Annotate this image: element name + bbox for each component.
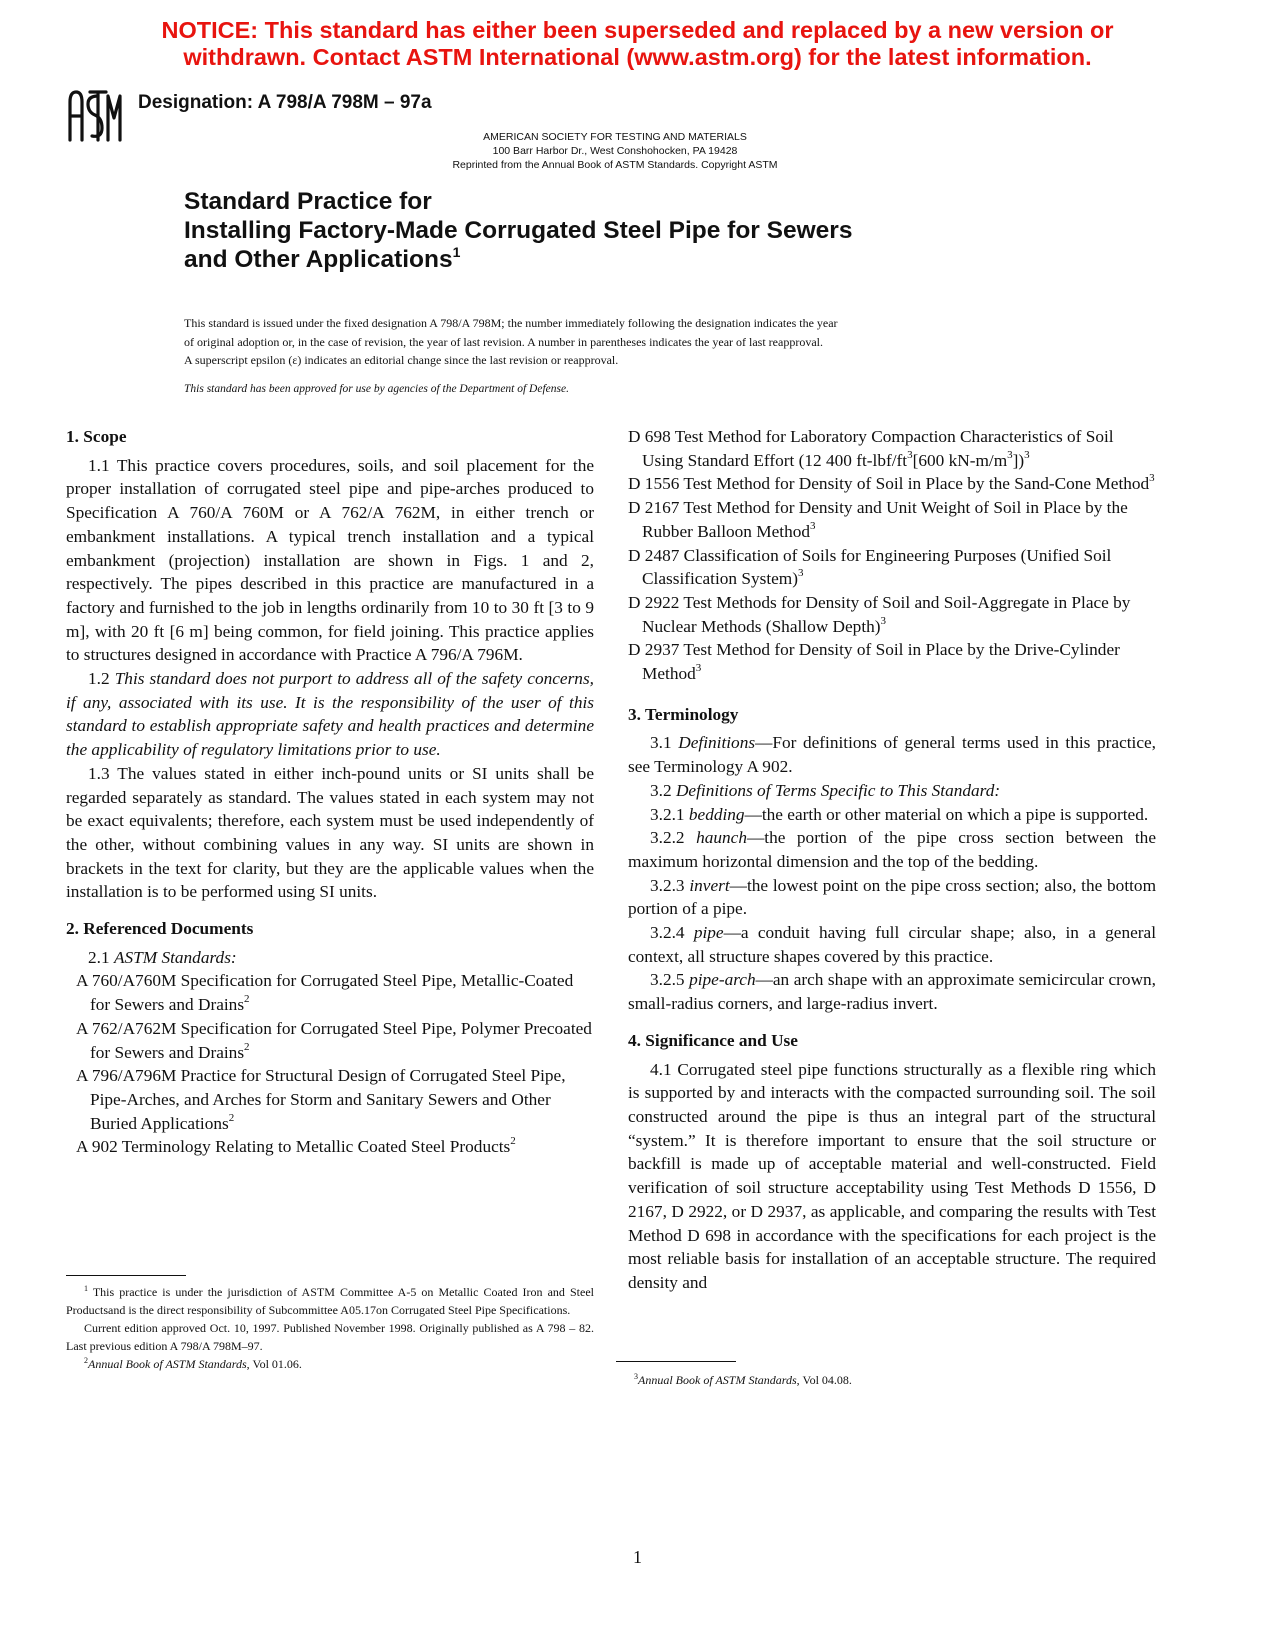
- publisher-block: [400, 130, 830, 172]
- definition-invert: 3.2.3 invert—the lowest point on the pipe cross section; also, the bottom portion of a pipe.: [628, 875, 1157, 919]
- list-item: A 760/A760M Specification for Corrugated Steel Pipe, Metallic-Coated for Sewers and Drains$^2$: [76, 971, 574, 1015]
- paragraph-3-1: 3.1 Definitions—For definitions of general terms used in this practice, see Terminology A 902.: [628, 733, 1156, 777]
- footnote-divider: [616, 1361, 736, 1362]
- section-heading-scope: 1. Scope: [66, 427, 127, 446]
- paragraph-3-2: 3.2 Definitions of Terms Specific to This Standard:: [650, 780, 1001, 800]
- footnote-2: $^2$Annual Book of ASTM Standards, Vol 01.06.: [84, 1356, 302, 1371]
- astm-logo-icon: [66, 88, 126, 144]
- superseded-notice: [0, 17, 1275, 71]
- section-heading-referenced: 2. Referenced Documents: [66, 919, 254, 939]
- list-item: D 2937 Test Method for Density of Soil in Place by the Drive-Cylinder Method$^3$: [628, 640, 1120, 684]
- paragraph-1-3: 1.3 The values stated in either inch-pound units or SI units shall be regarded separately as standard. The values stated in each system may not be exact equivalents; therefore, each system must be used independently of the other, without combining values in any way. SI units are shown in brackets in the text for clarity, but they are the applicable values when the installation is to be performed using SI units.: [66, 763, 594, 902]
- publisher-name: AMERICAN SOCIETY FOR TESTING AND MATERIALS: [483, 131, 747, 143]
- right-column: [628, 425, 1156, 1295]
- title-line-3: and Other Applications$^1$: [184, 244, 461, 273]
- footnote-1-edition: Current edition approved Oct. 10, 1997. Published November 1998. Originally published as A 798 – 82. Last previous edition A 798/A 798M–97.: [66, 1321, 594, 1353]
- footnote-3: $^3$Annual Book of ASTM Standards, Vol 04.08.: [634, 1372, 852, 1387]
- section-heading-terminology: 3. Terminology: [628, 704, 739, 724]
- title-line-2: Installing Factory-Made Corrugated Steel Pipe for Sewers: [184, 217, 853, 244]
- definition-bedding: 3.2.1 bedding—the earth or other material on which a pipe is supported.: [650, 804, 1149, 824]
- paragraph-4-1: 4.1 Corrugated steel pipe functions structurally as a flexible ring which is supported by and interacts with the compacted surrounding soil. The soil constructed around the pipe is thus an integral part of the structural “system.” It is therefore important to ensure that the soil structure or backfill is made up of acceptable material and well-constructed. Field verification of soil structure acceptability using Test Methods D 1556, D 2167, D 2922, or D 2937, as applicable, and comparing the results with Test Method D 698 in accordance with the specifications for each project is the most reliable basis for installation of an acceptable structure. The required density and: [628, 1059, 1156, 1292]
- title-line-1: Standard Practice for: [184, 188, 432, 215]
- definition-pipe-arch: 3.2.5 pipe-arch—an arch shape with an approximate semicircular crown, small-radius corners, and large-radius invert.: [628, 970, 1157, 1014]
- paragraph-1-1: 1.1 This practice covers procedures, soils, and soil placement for the proper installation of corrugated steel pipe and pipe-arches produced to Specification A 760/A 760M or A 762/A 762M, in either trench or embankment installations. A typical trench installation and a typical embankment (projection) installation are shown in Figs. 1 and 2, respectively. The pipes described in this practice are manufactured in a factory and furnished to the job in lengths ordinarily from 10 to 30 ft [3 to 9 m], with 20 ft [6 m] being common, for field joining. This practice applies to structures designed in accordance with Practice A 796/A 796M.: [66, 455, 594, 665]
- page-number: 1: [633, 1547, 642, 1567]
- issued-note: This standard is issued under the fixed designation A 798/A 798M; the number immediately following the designation indicates the year of original adoption or, in the case of revision, the year of last revision. A number in parentheses indicates the year of last reapproval. A superscript epsilon (ε) indicates an editorial change since the last revision or reapproval.: [184, 316, 838, 367]
- left-column: [66, 425, 594, 1159]
- footnotes-left: [66, 1283, 594, 1373]
- designation: Designation: A 798/A 798M – 97a: [138, 92, 432, 113]
- footnote-divider: [66, 1275, 186, 1276]
- document-title: [184, 187, 852, 274]
- definition-pipe: 3.2.4 pipe—a conduit having full circular shape; also, in a general context, all structure shapes covered by this practice.: [628, 923, 1156, 966]
- title-footnote-mark: 1: [452, 244, 461, 260]
- list-item: D 698 Test Method for Laboratory Compaction Characteristics of Soil Using Standard Effort (12 400 $ft-lbf/ft^3[600$ $kN-m/m^3])^3$: [628, 427, 1114, 470]
- notice-line-1: NOTICE: This standard has either been superseded and replaced by a new version or: [161, 17, 1114, 43]
- paragraph-2-1: 2.1 ASTM Standards:: [88, 947, 237, 967]
- list-item: A 762/A762M Specification for Corrugated Steel Pipe, Polymer Precoated for Sewers and Drains$^2$: [76, 1018, 592, 1062]
- list-item: A 902 Terminology Relating to Metallic Coated Steel Products$^2$: [76, 1135, 516, 1157]
- list-item: D 2167 Test Method for Density and Unit Weight of Soil in Place by the Rubber Balloon Method$^3$: [628, 498, 1128, 541]
- list-item: D 2922 Test Methods for Density of Soil and Soil-Aggregate in Place by Nuclear Methods (Shallow Depth)$^3$: [628, 592, 1131, 636]
- footnotes-right: [616, 1371, 1144, 1389]
- section-heading-significance: 4. Significance and Use: [628, 1030, 798, 1050]
- list-item: D 2487 Classification of Soils for Engineering Purposes (Unified Soil Classification System)$^3$: [628, 545, 1112, 589]
- list-item: D 1556 Test Method for Density of Soil in Place by the Sand-Cone Method$^3$: [628, 472, 1155, 494]
- list-item: A 796/A796M Practice for Structural Design of Corrugated Steel Pipe, Pipe-Arches, and Arches for Storm and Sanitary Sewers and Other Buried Applications$^2$: [76, 1066, 566, 1133]
- definition-haunch: 3.2.2 haunch—the portion of the pipe cross section between the maximum horizontal dimension and the top of the bedding.: [628, 828, 1156, 871]
- approved-note: This standard has been approved for use by agencies of the Department of Defense.: [184, 383, 569, 395]
- notice-line-2: withdrawn. Contact ASTM International (www.astm.org) for the latest information.: [183, 44, 1092, 70]
- footnote-1: $^1$ This practice is under the jurisdiction of ASTM Committee A-5 on Metallic Coated Iron and Steel Productsand is the direct responsibility of Subcommittee A05.17on Corrugated Steel Pipe Specifications.: [66, 1284, 594, 1317]
- reprint-note: Reprinted from the Annual Book of ASTM Standards. Copyright ASTM: [452, 159, 778, 171]
- publisher-address: 100 Barr Harbor Dr., West Conshohocken, PA 19428: [492, 145, 738, 157]
- paragraph-1-2: 1.2 This standard does not purport to address all of the safety concerns, if any, associated with its use. It is the responsibility of the user of this standard to establish appropriate safety and health practices and determine the applicability of regulatory limitations prior to use.: [66, 669, 594, 760]
